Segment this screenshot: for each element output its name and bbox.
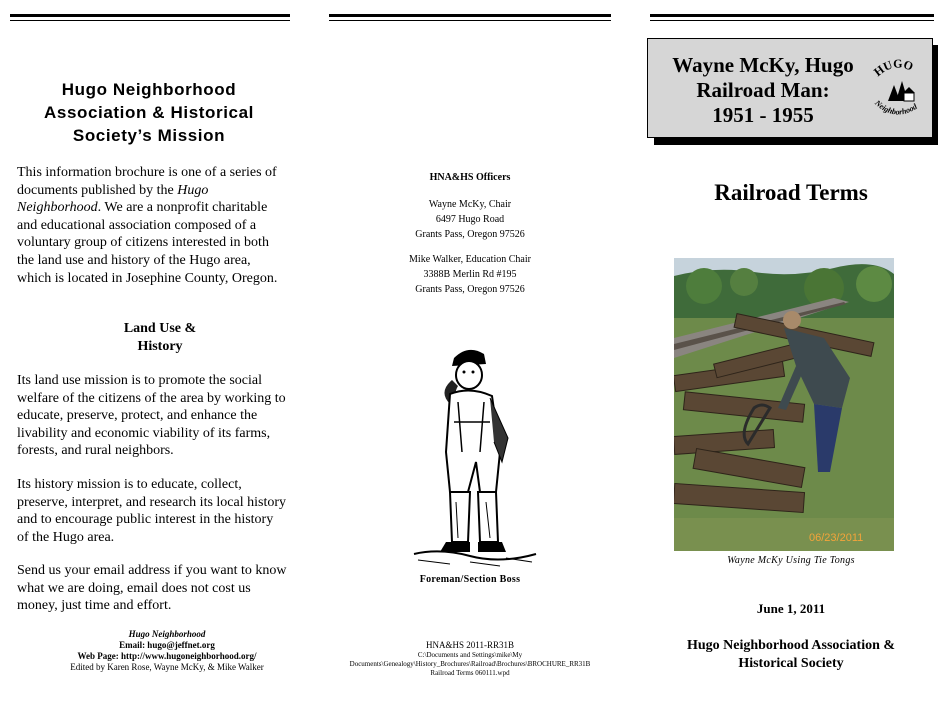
- brochure-title: [656, 53, 870, 128]
- officers-heading: HNA&HS Officers: [429, 172, 511, 183]
- footer-web-link[interactable]: Web Page: http://www.hugoneighborhood.org/: [77, 651, 257, 661]
- column1-top-rule: [10, 14, 290, 21]
- section-title: Railroad Terms: [714, 180, 868, 205]
- land-use-history-heading: [60, 320, 260, 356]
- document-id: HNA&HS 2011-RR31B: [426, 640, 514, 650]
- column2-top-rule: [329, 14, 611, 21]
- document-path-line: Documents\Genealogy\History_Brochures\Railroad\Brochures\BROCHURE_RR31B: [349, 660, 591, 668]
- logo-bottom-text: Neighborhood: [873, 98, 919, 117]
- column3-top-rule: [650, 14, 934, 21]
- organization-line: Historical Society: [738, 656, 844, 671]
- officer-address: 6497 Hugo Road: [435, 214, 505, 225]
- svg-text:HUGO: [871, 56, 915, 79]
- organization-line: Hugo Neighborhood Association &: [686, 638, 896, 653]
- tie-tongs-photo: [674, 258, 894, 551]
- intro-paragraph: [17, 164, 287, 287]
- title-line: Railroad Man:: [696, 78, 830, 102]
- intro-text-rest: . We are a nonprofit charitable and educational association composed of a voluntary group of citizens interested in both the land use and history of the Hugo area, which is located in Josephine County, Oregon.: [17, 200, 278, 286]
- subheading-line: History: [137, 339, 183, 354]
- intro-text: This information brochure is one of a series of documents published by the: [17, 165, 277, 198]
- photo-date-stamp: 06/23/2011: [809, 532, 864, 544]
- document-path-line: C:\Documents and Settings\mike\My: [417, 651, 523, 659]
- mission-title-line: Association & Historical: [44, 103, 254, 122]
- title-line: Wayne McKy, Hugo: [672, 53, 854, 77]
- publication-date: June 1, 2011: [756, 601, 826, 616]
- intro-italic: Hugo Neighborhood: [17, 182, 209, 216]
- footer-org: Hugo Neighborhood: [128, 629, 206, 639]
- logo-top-text: HUGO: [871, 56, 916, 80]
- title-line: 1951 - 1955: [712, 103, 814, 127]
- photo-caption: Wayne McKy Using Tie Tongs: [727, 555, 855, 566]
- officer-name: Mike Walker, Education Chair: [409, 254, 531, 265]
- footer-email[interactable]: Email: hugo@jeffnet.org: [119, 640, 215, 650]
- officers-block: [336, 170, 604, 297]
- officer-city: Grants Pass, Oregon 97526: [415, 229, 525, 240]
- mission-title: [22, 78, 276, 147]
- document-path-line: Railroad Terms 060111.wpd: [430, 669, 510, 677]
- land-use-paragraph: Its land use mission is to promote the social welfare of the citizens of the area by working to educate, preserve, protect, and enhance the livability and economic viability of its farms, forests, and rural neighbors.: [17, 373, 286, 459]
- mission-title-line: Society’s Mission: [72, 126, 226, 145]
- mission-title-line: Hugo Neighborhood: [61, 80, 237, 99]
- hugo-neighborhood-logo: [866, 49, 928, 127]
- footer-edited: Edited by Karen Rose, Wayne McKy, & Mike Walker: [70, 662, 264, 672]
- title-box: [647, 38, 933, 138]
- officer-city: Grants Pass, Oregon 97526: [415, 284, 525, 295]
- history-paragraph: Its history mission is to educate, collect, preserve, interpret, and research its local history and to encourage public interest in the history of the Hugo area.: [17, 477, 287, 545]
- email-paragraph: Send us your email address if you want to know what we are doing, email does not cost us money, just time and effort.: [17, 563, 287, 614]
- foreman-caption: Foreman/Section Boss: [419, 574, 521, 585]
- document-footer: [336, 640, 604, 678]
- officer-name: Wayne McKy, Chair: [428, 199, 512, 210]
- contact-footer: [22, 629, 312, 673]
- foreman-illustration: [410, 342, 540, 574]
- organization-name: [650, 637, 932, 673]
- officer-address: 3388B Merlin Rd #195: [423, 269, 517, 280]
- subheading-line: Land Use &: [123, 321, 197, 336]
